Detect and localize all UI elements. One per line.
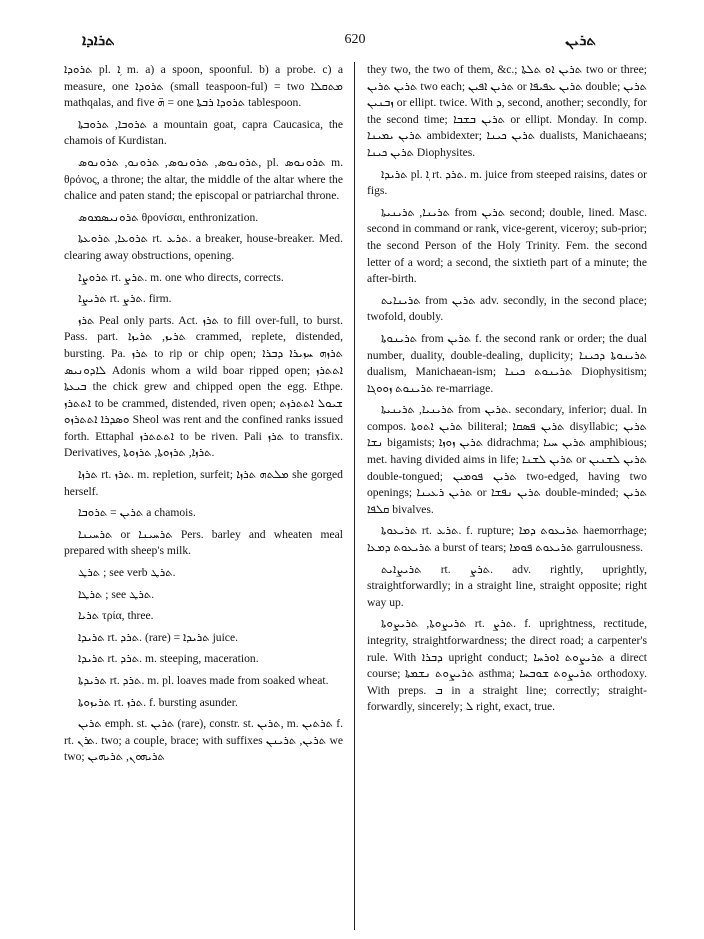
dictionary-entry: ܬܪܝܨܘܬܐ, ܬܪܝܨܘܬܐ rt. ܬܪܨ. f. uprightness, rectitude, integrity, straightforwardness; the direct road; a carpenter's rule. With ܕܒܪܐ upright conduct; ܬܪܝܨܘܬ ܐܘܪܚܐ a direct course; ܬܪܝܨܘܬ ܢܫܡܬܐ asthma; ܬܪܝܨܘܬ ܫܘܒܚܐ orthodoxy. With preps. ܒ in a straight line; correctly; straight-forwardly, sincerely; ܠ right, exact, true. [367,617,647,714]
dictionary-entry: ܬܪܛ ; see verb ܬܪܛ. [78,566,176,580]
right-column [367,62,647,930]
dictionary-entry: ܬܪܝܢ emph. st. ܬܪܝܢ (rare), constr. st. ܬܪܝܢ, m. ܬܪܬܝܢ f. rt. ܬܪܢ. two; a couple, brace; with suffixes ܬܪܝܢ, ܬܪܝܢܢ we two; ܬܪܝܗܘܢ, ܬܪܝܗܝܢ [64,717,343,764]
dictionary-entry: ܬܪܝܕܐ rt. ܬܪܕ. m. steeping, maceration. [78,652,259,666]
dictionary-entry: ܬܪܚܝܢܐ or ܬܪܚܝܢܐ Pers. barley and wheaten meal prepared with sheep's milk. [64,527,343,558]
dictionary-entry: they two, the two of them, &c.; ܬܪܝܢ ܐܘ ܬܠܬܐ two or three; ܬܪܝܢ ܬܪܝܢ two each; ܬܪܝܢ ܐܦܝܢ or ܬܪܝܢ ܥܦܝܦܐ double; ܬܪܝܢ ܙܒܢܝܢ or ellipt. twice. With ܕ, second, another; secondly, for the second time; ܬܪܝܢ ܒܫܒܐ or ellipt. Monday. In comp. ܬܪܝܢ ܝܡܝܢܐ ambidexter; ܬܪܝܢ ܟܝܢܐ dualists, Manichaeans; ܬܪܝܢ ܟܝܢܐ Diophysites. [367,63,647,159]
dictionary-entry: ܬܪܝܨܐܝܬ rt. ܬܪܨ. adv. rightly, uprightly, straightforwardly; in a straight line, straight opposite; right way up. [367,562,647,609]
page-header [62,32,648,54]
dictionary-entry: ܬܪܝܢܝܐ, ܬܪܝܢܝܬܐ from ܬܪܝܢ. secondary, inferior; dual. In compos. ܬܪܝܢ ܐܬܘܬܐ biliteral; ܬܪܝܢ ܦܣܩܐ disyllabic; ܬܪܝܢ ܢܫܐ bigamists; ܬܪܝܢ ܙܘܙܐ didrachma; ܬܪܝܢ ܚܝܐ amphibious; met. having divided aims in life; ܬܪܝܢ ܠܫܢܐ or ܬܪܝܢ ܠܫܢܝܢ double-tongued; ܬܪܝܢ ܦܘܡܝܢ two-edged, having two openings; ܬܪܝܢ ܪܥܝܢܐ or ܬܪܝܢ ܢܦܫܐ double-minded; ܬܪܝܢ ܩܠܦܐ bivalves. [367,403,647,516]
right-running-head: ܬܪܝܢ [565,33,596,49]
left-column [64,62,343,930]
dictionary-entry: ܬܪܝܕܐ pl. ܼܐ rt. ܬܪܕ. m. juice from steeped raisins, dates or figs. [367,167,647,198]
dictionary-entry: ܬܪܘܢܝܣܡܘܣ θρονίσαι, enthronization. [78,210,259,224]
dictionary-entry: ܬܪܝܨܐ rt. ܬܪܨ. firm. [78,292,172,306]
dictionary-entry: ܬܪܝܐ τρία, three. [78,609,154,623]
dictionary-entry: ܬܪܝܢܘܬܐ from ܬܪܝܢ f. the second rank or order; the dual number, duality, double-dealing, duplicity; ܬܪܝܢܘܬܐ ܕܟܝܢܐ dualism, Manichaean-ism; ܬܪܝܢܘܬ ܟܝܢܐ Diophysitism; ܬܪܝܢܘܬ ܙܘܘܓܐ re-marriage. [367,331,647,395]
column-divider [354,62,355,930]
dictionary-entry: ܬܪܘܥܐ, ܬܪܘܥܬܐ rt. ܬܪܥ. a breaker, house-breaker. Med. clearing away obstructions, opening. [64,232,343,262]
dictionary-entry: ܬܪܝܢܐ, ܬܪܝܢܝܬܐ from ܬܪܝܢ second; double, lined. Masc. second in command or rank, vice-gerent, viceroy; sub-prior; the second Person of the Holy Trinity. Fem. the second letter of a word; a second, the sixtieth part of a minute; the after-birth. [367,205,647,286]
dictionary-entry: ܬܪܛܐ ; see ܬܪܛ. [78,587,155,601]
dictionary-entry: ܬܪܘܢܘܣ, ܬܪܘܢܘܣ, ܬܪܘܢܘ, ܬܪܘܢܘܣ, pl. ܬܪܘܢܘܣ m. θρόνος, a throne; the altar, the middle of the altar where the chalice and paten stand; the episcopal or patriarchal throne. [64,155,343,203]
dictionary-entry: ܬܪܘܨܐ rt. ܬܪܨ. m. one who directs, corrects. [78,270,284,284]
page-number: 620 [344,32,366,47]
dictionary-entry: ܬܪܝܙܘܬܐ rt. ܬܪܙ. f. bursting asunder. [78,695,238,709]
dictionary-entry: ܬܪܘܕܐ pl. ܼܐ m. a) a spoon, spoonful. b) a probe. c) a measure, one ܬܪܘܕܐ (small teaspoon-ful) = two ܡܬܩܠܐ mathqalas, and five ܗ̈ = one ܬܪܘܕܐ ܪܒܬܐ tablespoon. [64,63,343,110]
dictionary-entry: ܬܪܘܒܐ, ܬܪܘܒܬܐ a mountain goat, capra Caucasica, the chamois of Kurdistan. [64,117,343,148]
dictionary-entry: ܬܪܝܢ = ܬܪܘܒܐ a chamois. [78,506,196,520]
dictionary-entry: ܬܪܝܕܐ rt. ܬܪܕ. (rare) = ܬܪܝܕܐ juice. [78,630,238,644]
dictionary-entry: ܬܪܝܥܘܬܐ rt. ܬܪܥ. f. rupture; ܬܪܝܥܘܬ ܕܡܐ haemorrhage; ܬܪܝܥܘܬ ܕܡܥܐ a burst of tears; ܬܪܝܥܘܬ ܦܘܡܐ garrulousness. [367,524,647,555]
dictionary-entry: ܬܪܙܐ rt. ܬܪܙ. m. repletion, surfeit; ܡܠܬܗ ܬܪܙܐ she gorged herself. [64,468,343,498]
dictionary-entry: ܬܪܝܕܬܐ rt. ܬܪܕ. m. pl. loaves made from soaked wheat. [78,674,329,687]
left-running-head: ܬܪܐܕܐ [82,33,115,49]
dictionary-entry: ܬܪܙ Peal only parts. Act. ܬܪܙ to fill over-full, to burst. Pass. part. ܬܪܝܙ, ܬܪܝܙܐ crammed, replete, distended, bursting. Pa. ܬܪܙ to rip or chip open; ܬܪܙܗ ܚܙܝܪܐ ܕܒܪܐ ܠܐܕܘܢܝܣ Adonis whom a wild boar ripped open; ܐܬܬܪܙ ܒܝܥܬܐ the chick grew and chipped open the egg. Ethpe. ܐܬܬܪܙ to be crammed, distended, riven open; ܫܝܘܠ ܐܬܬܪܙܬ ܘܣܕܪܐ ܐܬܬܪܙܘ Sheol was rent and the confined ranks issued forth. Ettaphal ܐܬܬܬܪܙ to be riven. Pali ܬܪܙ to transfix. Derivatives, ܬܪܙܐ, ܬܪܙܘܬܐ, ܬܪܙܘܬܐ. [64,313,343,460]
dictionary-entry: ܬܪܝܢܐܝܬ from ܬܪܝܢ adv. secondly, in the second place; twofold, doubly. [367,293,647,324]
